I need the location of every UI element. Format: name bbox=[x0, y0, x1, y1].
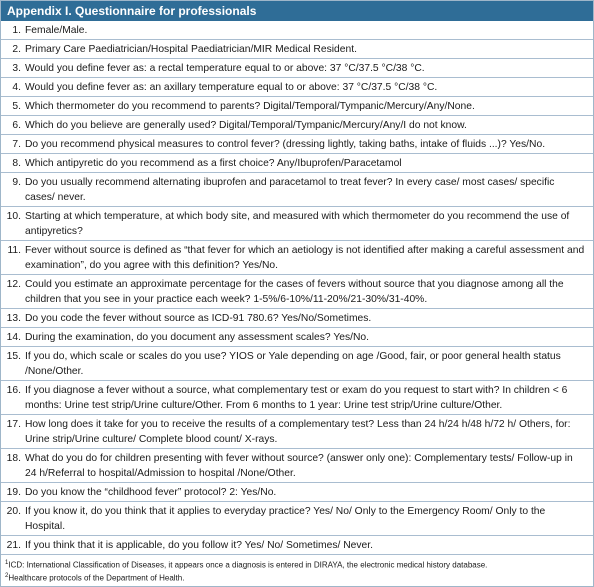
footnote-mark: 2 bbox=[5, 572, 9, 579]
question-row bbox=[1, 21, 593, 40]
question-number: 7. bbox=[12, 139, 21, 150]
question-row bbox=[1, 154, 593, 173]
question-number: 3. bbox=[12, 63, 21, 74]
question-text: If you do, which scale or scales do you use? YIOS or Yale depending on age /Good, fair, or poor general health status /None/Other. bbox=[25, 351, 561, 377]
question-text: Which antipyretic do you recommend as a first choice? Any/Ibuprofen/Paracetamol bbox=[25, 158, 402, 169]
question-row bbox=[1, 173, 593, 207]
question-number: 15. bbox=[6, 351, 21, 362]
question-number: 1. bbox=[12, 25, 21, 36]
question-text: Do you usually recommend alternating ibuprofen and paracetamol to treat fever? In every case/ most cases/ specific cases/ never. bbox=[25, 177, 555, 203]
question-row bbox=[1, 483, 593, 502]
question-number: 19. bbox=[6, 487, 21, 498]
question-text: If you think that it is applicable, do you follow it? Yes/ No/ Sometimes/ Never. bbox=[25, 540, 373, 551]
question-text: Could you estimate an approximate percentage for the cases of fevers without source that you diagnose among all the children that you see in your practice each week? 1-5%/6-10%/11-20%/21-30%/31-40%. bbox=[25, 279, 564, 305]
question-row bbox=[1, 40, 593, 59]
question-row bbox=[1, 449, 593, 483]
question-row bbox=[1, 347, 593, 381]
footnote bbox=[5, 558, 593, 571]
question-text: If you diagnose a fever without a source, what complementary test or exam do you request to start with? In children < 6 months: Urine test strip/Urine culture/Other. From 6 months to 1 year: Urine test strip/Urine culture/Other. bbox=[25, 385, 568, 411]
question-row bbox=[1, 97, 593, 116]
footnote-mark: 1 bbox=[5, 560, 9, 566]
question-text: Do you know the “childhood fever” protocol? 2: Yes/No. bbox=[25, 487, 277, 498]
question-row bbox=[1, 59, 593, 78]
question-number: 4. bbox=[12, 82, 21, 93]
footnotes bbox=[1, 555, 593, 583]
question-text: Would you define fever as: a rectal temperature equal to or above: 37 °C/37.5 °C/38 °C. bbox=[25, 63, 425, 74]
question-row bbox=[1, 536, 593, 555]
question-row bbox=[1, 241, 593, 275]
question-number: 2. bbox=[12, 44, 21, 55]
question-number: 17. bbox=[6, 419, 21, 430]
question-text: Would you define fever as: an axillary temperature equal to or above: 37 °C/37.5 °C/38 °C. bbox=[25, 82, 438, 93]
question-row bbox=[1, 502, 593, 536]
question-text: Female/Male. bbox=[25, 25, 88, 36]
question-row bbox=[1, 207, 593, 241]
question-number: 5. bbox=[12, 101, 21, 112]
question-row bbox=[1, 275, 593, 309]
question-text: Starting at which temperature, at which body site, and measured with which thermometer do you recommend the use of antipyretics? bbox=[25, 211, 570, 237]
question-text: What do you do for children presenting with fever without source? (answer only one): Complementary tests/ Follow-up in 24 h/Referral to hospital/Admission to hospital /None/Other. bbox=[25, 453, 573, 479]
question-number: 11. bbox=[7, 245, 21, 256]
question-text: During the examination, do you document any assessment scales? Yes/No. bbox=[25, 332, 370, 343]
question-number: 16. bbox=[6, 385, 21, 396]
footnote-text: Healthcare protocols of the Department of Health. bbox=[8, 573, 185, 583]
question-number: 20. bbox=[6, 506, 21, 517]
question-row bbox=[1, 381, 593, 415]
footnote bbox=[5, 571, 593, 584]
question-number: 13. bbox=[6, 313, 21, 324]
question-number: 9. bbox=[12, 177, 21, 188]
question-row bbox=[1, 309, 593, 328]
question-number: 6. bbox=[12, 120, 21, 131]
question-row bbox=[1, 78, 593, 97]
question-text: Which do you believe are generally used? Digital/Temporal/Tympanic/Mercury/Any/I do not know. bbox=[25, 120, 467, 131]
question-row bbox=[1, 135, 593, 154]
table-title: Appendix I. Questionnaire for professionals bbox=[1, 1, 593, 21]
question-row bbox=[1, 116, 593, 135]
question-number: 10. bbox=[6, 211, 21, 222]
question-number: 12. bbox=[6, 279, 21, 290]
question-text: Which thermometer do you recommend to parents? Digital/Temporal/Tympanic/Mercury/Any/None. bbox=[25, 101, 475, 112]
footnote-text: ICD: International Classification of Diseases, it appears once a diagnosis is entered in DIRAYA, the electronic medical history database. bbox=[8, 560, 488, 570]
question-text: If you know it, do you think that it applies to everyday practice? Yes/ No/ Only to the Emergency Room/ Only to the Hospital. bbox=[25, 506, 546, 532]
question-text: Do you recommend physical measures to control fever? (dressing lightly, taking baths, intake of fluids ...)? Yes/No. bbox=[25, 139, 546, 150]
question-number: 21. bbox=[6, 540, 21, 551]
question-number: 8. bbox=[12, 158, 21, 169]
question-number: 14. bbox=[6, 332, 21, 343]
question-row bbox=[1, 415, 593, 449]
question-text: How long does it take for you to receive the results of a complementary test? Less than 24 h/24 h/48 h/72 h/ Others, for: Urine strip/Urine culture/ Complete blood count/ X-rays. bbox=[25, 419, 571, 445]
question-list bbox=[1, 21, 593, 555]
question-row bbox=[1, 328, 593, 347]
question-text: Fever without source is defined as “that fever for which an aetiology is not identified after making a careful assessment and examination”, do you agree with this definition? Yes/No. bbox=[25, 245, 585, 271]
question-text: Do you code the fever without source as ICD-91 780.6? Yes/No/Sometimes. bbox=[25, 313, 372, 324]
question-text: Primary Care Paediatrician/Hospital Paediatrician/MIR Medical Resident. bbox=[25, 44, 357, 55]
question-number: 18. bbox=[6, 453, 21, 464]
